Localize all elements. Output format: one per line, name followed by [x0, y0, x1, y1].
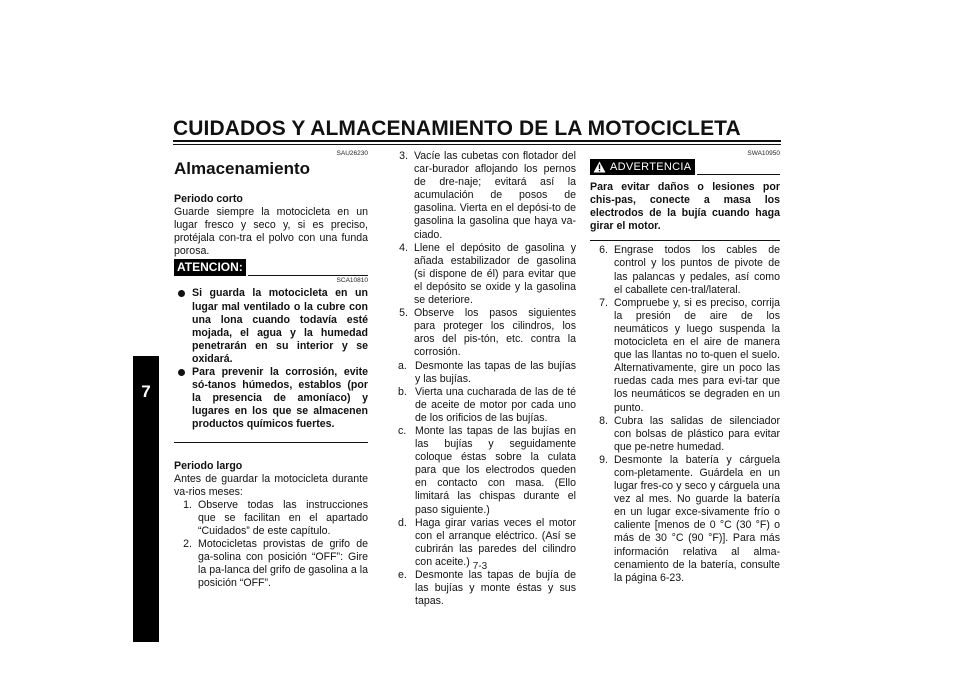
page-title: CUIDADOS Y ALMACENAMIENTO DE LA MOTOCICLETA: [173, 117, 741, 140]
reference-code: SAU26230: [336, 150, 368, 157]
warning-rule: [697, 160, 780, 175]
warning-text: Para evitar daños o lesiones por chis-pas, conecte a masa los electrodos de la bujía cuando haga girar el motor.: [590, 181, 780, 233]
list-number: 7.: [599, 296, 608, 309]
list-number: 1.: [183, 498, 192, 511]
notice-end-rule: [174, 442, 368, 443]
sub-list-text: Vierta una cucharada de las de té de aceite de motor por cada uno de los orificios de las bujías.: [415, 385, 576, 424]
sub-list-text: Desmonte las tapas de las bujías y las bujías.: [415, 359, 576, 385]
list-number: 4.: [399, 241, 408, 254]
list-text: Cubra las salidas de silenciador con bolsas de plástico para evitar que pe-netre humedad.: [614, 414, 780, 453]
notice-badge: ATENCION:: [174, 259, 246, 276]
list-text: Observe todas las instrucciones que se facilitan en el apartado “Cuidados” de este capítulo.: [198, 498, 368, 537]
list-item: [590, 297, 780, 415]
sub-list-letter: c.: [398, 424, 407, 437]
list-number: 8.: [599, 414, 608, 427]
list-text: Engrase todos los cables de control y los puntos de pivote de las palancas y pedales, así como el caballete cen-tral/lateral.: [614, 244, 780, 296]
sub-list-text: Desmonte las tapas de bujía de las bujías y monte éstas y sus tapas.: [415, 569, 576, 608]
list-text: Compruebe y, si es preciso, corrija la presión de aire de los neumáticos y luego suspenda la motocicleta en el aire de manera que las llantas no to-quen el suelo. Alternativamente, gire un poco las ruedas cada mes para evi-tar que los neumáticos se degraden en un punto.: [614, 296, 780, 414]
bullet-text: Para prevenir la corrosión, evite só-tanos húmedos, establos (por la presencia de amoníaco) y lugares en los que se almacenen productos químicos fuertes.: [192, 366, 368, 431]
sub-list-letter: e.: [398, 569, 407, 581]
warning-badge: [590, 159, 695, 175]
title-rule: [173, 140, 781, 142]
paragraph-short: Guarde siempre la motocicleta en un lugar fresco y seco y, si es preciso, protéjala con-tra el polvo con una funda porosa.: [174, 206, 368, 258]
list-text: Vacíe las cubetas con flotador del car-burador aflojando los pernos de dre-naje; evitará así la acumulación de posos de gasolina. Vierta en el depósi-to de gasolina la gasolina que haya va-ciado.: [414, 150, 576, 241]
list-number: 9.: [599, 453, 608, 466]
list-item: [174, 538, 368, 590]
column-1: [174, 150, 368, 590]
reference-code: SWA10950: [747, 150, 780, 157]
bullet-icon: [178, 369, 185, 376]
sub-list-item: [390, 386, 576, 425]
list-number: 3.: [399, 150, 408, 162]
list-item: [590, 415, 780, 454]
sub-list-letter: b.: [398, 385, 407, 398]
list-item: [590, 454, 780, 585]
notice-header: [174, 259, 368, 276]
list-item: [390, 242, 576, 307]
notice-bullet: [176, 366, 368, 431]
list-item: [590, 244, 780, 296]
sub-list-letter: d.: [398, 516, 407, 529]
warning-end-rule: [590, 240, 780, 241]
list-text: Motocicletas provistas de grifo de ga-solina con posición “OFF”: Gire la pa-lanca del grifo de gasolina a la posición “OFF”.: [198, 538, 368, 590]
column-3: [590, 150, 780, 585]
sub-list-item: [390, 425, 576, 517]
bullet-text: Si guarda la motocicleta en un lugar mal ventilado o la cubre con una lona cuando todavía esté mojada, el agua y la humedad penetrarán en su interior y se oxidará.: [192, 287, 368, 365]
bullet-icon: [178, 290, 185, 297]
notice-rule: [248, 260, 368, 276]
list-item: [174, 499, 368, 538]
sub-list-item: [390, 569, 576, 608]
chapter-tab-number: 7: [141, 382, 151, 401]
notice-bullet: [176, 287, 368, 366]
sub-list-letter: a.: [398, 359, 407, 372]
list-number: 2.: [183, 538, 192, 551]
list-text: Observe los pasos siguientes para proteger los cilindros, los aros del pis-tón, etc. contra la corrosión.: [414, 307, 576, 359]
list-text: Llene el depósito de gasolina y añada estabilizador de gasolina (si dispone de él) para evitar que el depósito se oxide y la gasolina se deteriore.: [414, 241, 576, 307]
sub-list-text: Haga girar varias veces el motor con el arranque eléctrico. (Así se cubrirán las paredes del cilindro con aceite.): [415, 516, 576, 568]
list-number: 5.: [399, 307, 408, 320]
subheading-long: Periodo largo: [174, 459, 243, 472]
sub-list-text: Monte las tapas de las bujías en las bujías y seguidamente coloque éstas sobre la culata para que los electrodos queden en contacto con masa. (Ello limitará las chispas durante el paso siguiente.): [415, 424, 576, 516]
list-item: [390, 307, 576, 359]
page-number: 7-3: [472, 561, 488, 572]
sub-list-item: [390, 360, 576, 386]
list-item: [390, 150, 576, 242]
section-title: Almacenamiento: [174, 159, 311, 178]
warning-label: ADVERTENCIA: [610, 161, 692, 173]
list-number: 6.: [599, 244, 608, 257]
subheading-short: Periodo corto: [174, 193, 243, 205]
warning-triangle-icon: [593, 161, 606, 173]
warning-header: [590, 159, 780, 175]
reference-code: SCA10810: [336, 277, 368, 285]
column-2: [390, 150, 576, 608]
title-rule-thin: [173, 144, 781, 145]
list-text: Desmonte la batería y cárguela com-pletamente. Guárdela en un lugar fres-co y seco y cárguela una vez al mes. No guarde la batería en un lugar exce-sivamente frío o caliente [menos de 0 °C (30 °F) o más de 30 °C (90 °F)]. Para más información relativa al alma-cenamiento de la batería, consulte la página 6-23.: [614, 453, 780, 584]
paragraph-long-intro: Antes de guardar la motocicleta durante va-rios meses:: [174, 472, 368, 498]
